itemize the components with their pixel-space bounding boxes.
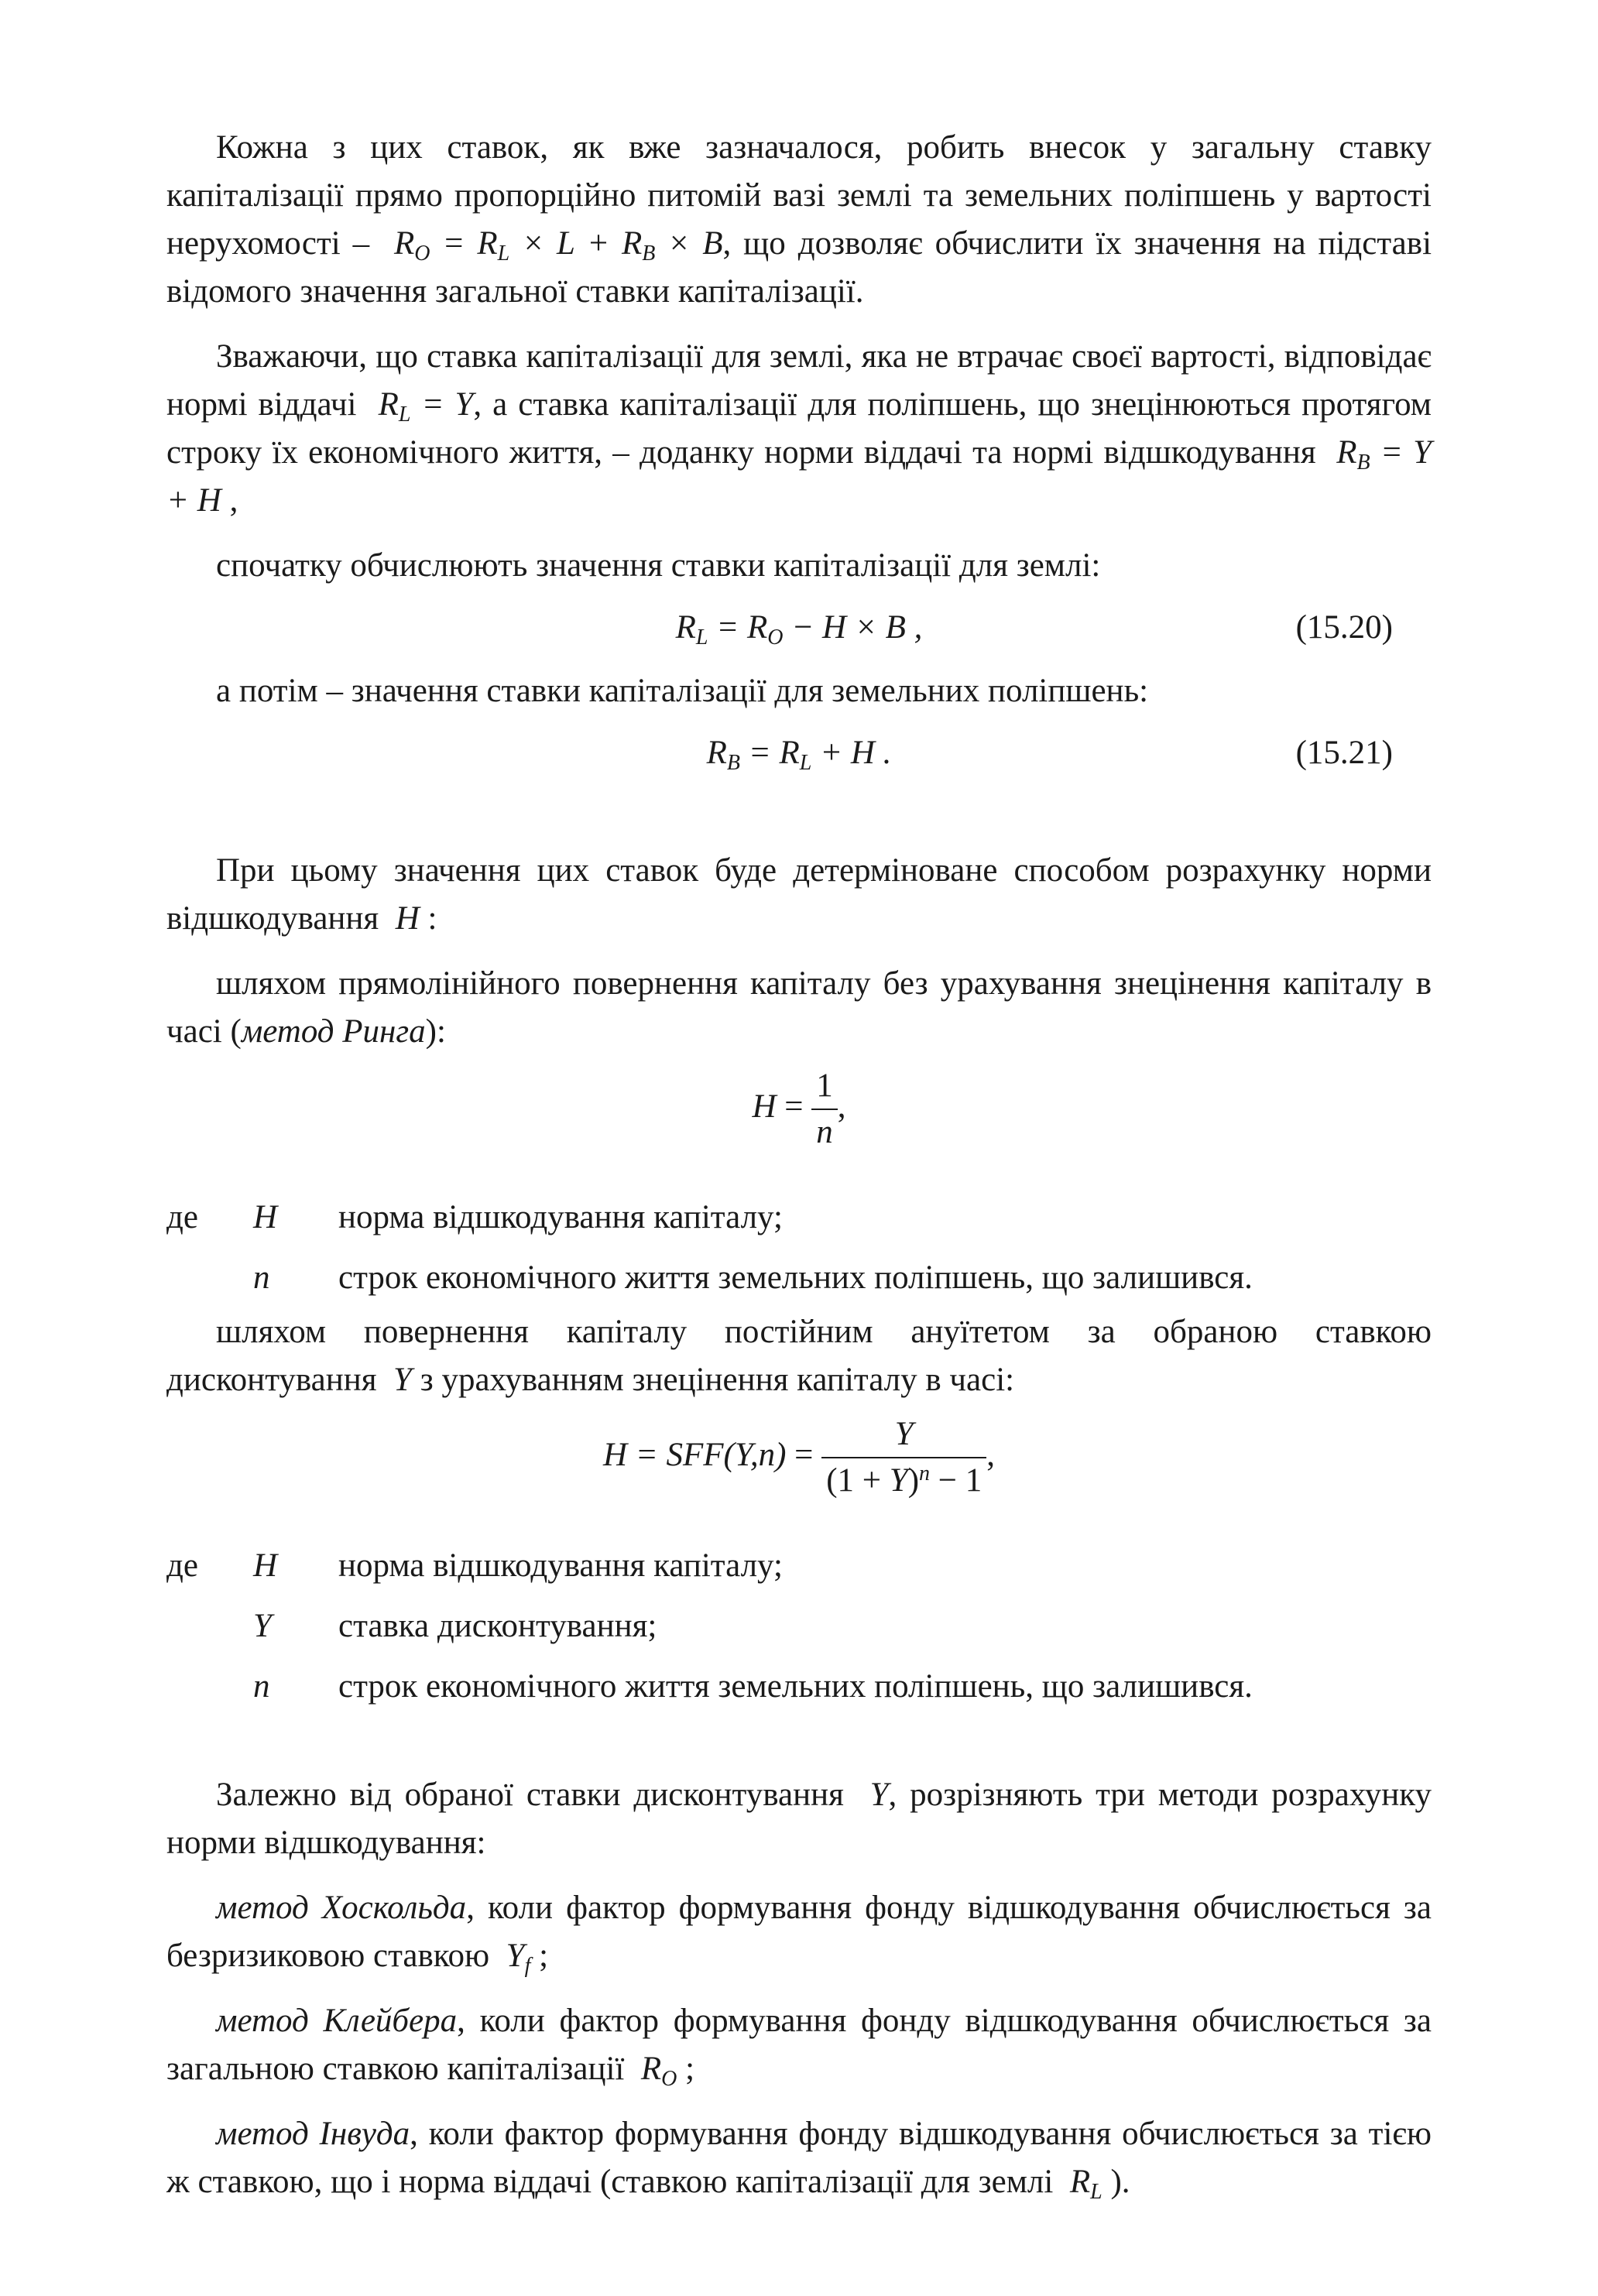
equation-15-21 [166,715,1432,793]
paragraph-hoskold: метод Хоскольда, коли фактор формування фонду відшкодування обчислюється за безризиковою ставкою $Y_f$ ; [166,1890,1432,1978]
paragraph-first-compute: спочатку обчислюють значення ставки капіталізації для землі: [216,547,1101,584]
formula-rb: $R_B = R_L + H$ . [706,735,892,775]
equation-number: (15.21) [1295,735,1393,771]
paragraph-annuity: шляхом повернення капіталу постійним ануїтетом за обраною ставкою дисконтування Y з урахуванням знецінення капіталу в часі: [166,1314,1432,1398]
paragraph-recovery-method: При цьому значення цих ставок буде детерміноване способом розрахунку норми відшкодування H : [166,852,1432,937]
definitions-ring: де H норма відшкодування капіталу; n строк економічного життя земельних поліпшень, що залишився. [166,1199,1253,1296]
paragraph-kleiber: метод Клейбера, коли фактор формування фонду відшкодування обчислюється за загальною ставкою капіталізації $R_O$ ; [166,2003,1432,2091]
document-page [166,124,1432,2206]
formula-ro-inline: $R_O = R_L \times L + R_B \times B$ [393,225,723,266]
paragraph-land-rate: Зважаючи, що ставка капіталізації для землі, яка не втрачає своєї вартості, відповідає нормі віддачі $R_L = Y$, а ставка капіталізації для поліпшень, що знецінюються протягом строку їх економічного життя, – доданку норми віддачі та нормі відшкодування $R_B = Y + H$ , [166,338,1432,519]
paragraph-then-compute: а потім – значення ставки капіталізації для земельних поліпшень: [216,673,1149,709]
paragraph-ring-method: шляхом прямолінійного повернення капіталу без урахування знецінення капіталу в часі (метод Ринга): [166,965,1432,1050]
equation-sff [166,1404,1432,1536]
formula-rl: $R_L = R_O - H \times B$ , [675,609,923,649]
equation-number: (15.20) [1295,609,1393,646]
equation-15-20 [166,590,1432,667]
equation-ring [166,1056,1432,1187]
formula-rb-y-h: $R_B = Y + H$ [166,434,1432,519]
paragraph-inwood: метод Інвуда, коли фактор формування фонду відшкодування обчислюється за тією ж ставкою, що і норма віддачі (ставкою капіталізації для землі $R_L$ ). [166,2116,1432,2204]
paragraph-weights: Кожна з цих ставок, як вже зазначалося, робить внесок у загальну ставку капіталізації прямо пропорційно питомій вазі землі та земельних поліпшень у вартості нерухомості – $R_O = R_L \times L + R_B \times B$, що дозволяє обчислити їх значення на підставі відомого значення загальної ставки капіталізації. [166,129,1432,310]
definitions-annuity: де H норма відшкодування капіталу; Y ставка дисконтування; n строк економічного життя земельних поліпшень, що залишився. [166,1547,1253,1705]
formula-h-sff: H = SFF(Y,n) = $\frac{Y}{(1 + Y)^n - 1}$ , [166,1412,1432,1503]
formula-rl-y: $R_L = Y$ [378,386,474,427]
formula-h-ring: H = $\frac{1}{n}$ , [166,1064,1432,1155]
paragraph-three-methods: Залежно від обраної ставки дисконтування Y, розрізняють три методи розрахунку норми відшкодування: [166,1777,1432,1861]
